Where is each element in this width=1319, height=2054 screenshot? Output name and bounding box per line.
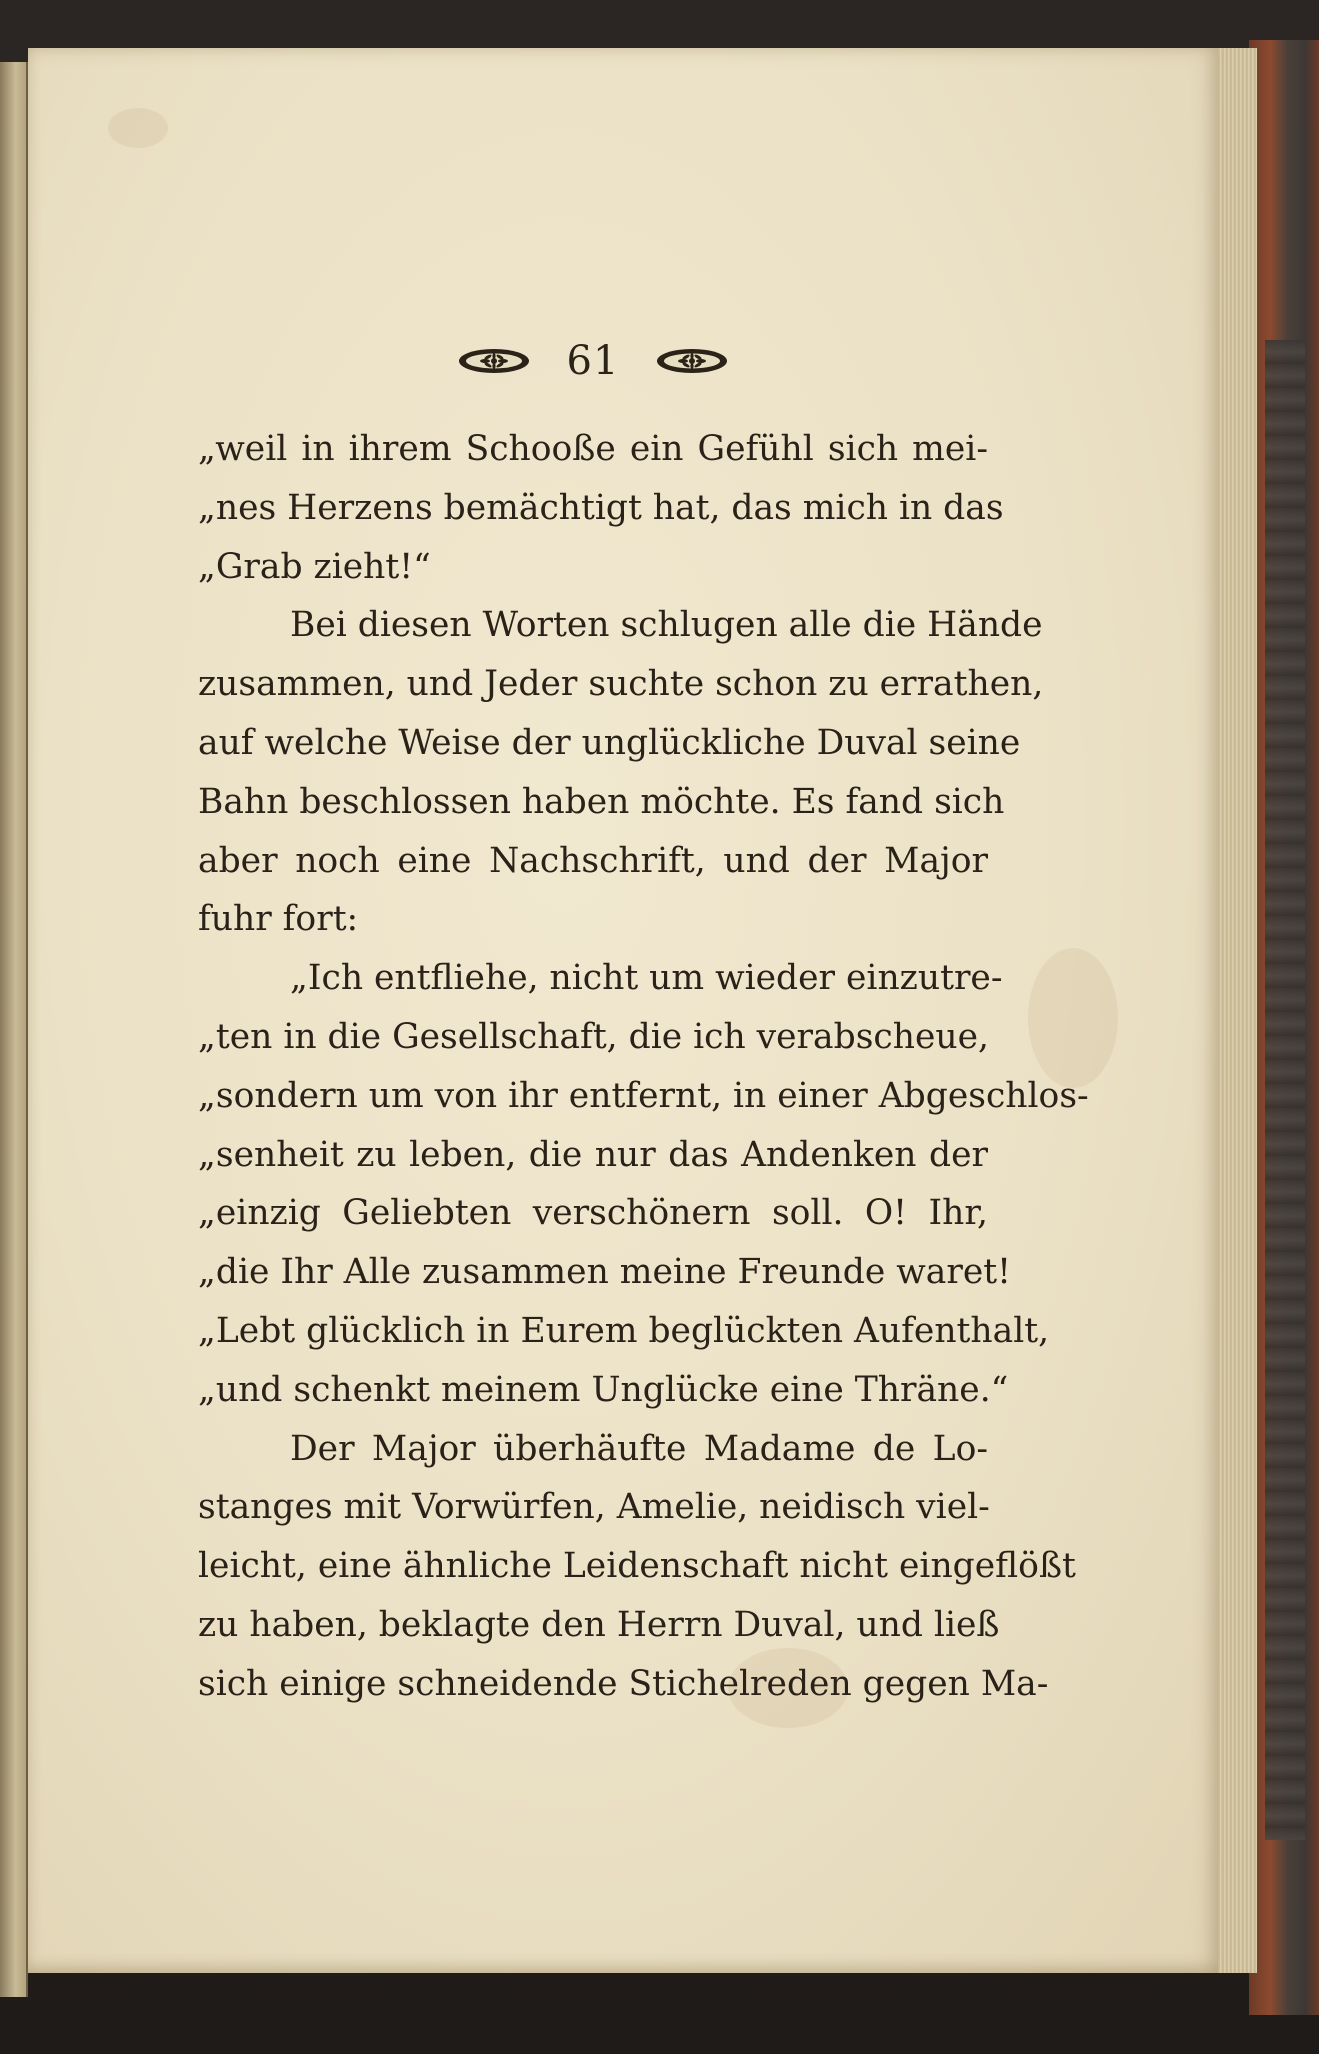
text-line: „sondern um von ihr entfernt, in einer Abgeschlos- xyxy=(198,1075,1089,1116)
text-line: Bei diesen Worten schlugen alle die Hände xyxy=(290,605,1043,646)
facing-page-edge xyxy=(0,62,28,1997)
rosette-ornament-icon xyxy=(457,347,531,375)
text-line: Der Major überhäufte Madame de Lo- xyxy=(290,1428,988,1469)
text-line: „ten in die Gesellschaft, die ich verabscheue, xyxy=(198,1016,989,1057)
text-line: auf welche Weise der unglückliche Duval seine xyxy=(198,722,1021,763)
rosette-ornament-icon xyxy=(655,347,729,375)
text-line: fuhr fort: xyxy=(198,899,359,940)
text-line: „Grab zieht!“ xyxy=(198,546,431,587)
paper-stain xyxy=(108,108,168,148)
text-line: zusammen, und Jeder suchte schon zu errathen, xyxy=(198,664,1044,705)
text-line: „Lebt glücklich in Eurem beglückten Aufenthalt, xyxy=(198,1310,1050,1351)
text-line: „einzig Geliebten verschönern soll. O! Ihr, xyxy=(198,1193,988,1234)
text-line: „weil in ihrem Schooße ein Gefühl sich mei- xyxy=(198,429,988,469)
text-line: „senheit zu leben, die nur das Andenken der xyxy=(198,1134,988,1175)
page-edges xyxy=(1216,48,1257,1973)
text-line: „und schenkt meinem Unglücke eine Thräne.“ xyxy=(198,1369,1009,1410)
text-line: stanges mit Vorwürfen, Amelie, neidisch viel- xyxy=(198,1487,990,1528)
body-text xyxy=(198,420,1089,1714)
text-line: „die Ihr Alle zusammen meine Freunde waret! xyxy=(198,1252,1012,1293)
text-line: sich einige schneidende Stichelreden gegen Ma- xyxy=(198,1663,1049,1704)
text-line: leicht, eine ähnliche Leidenschaft nicht eingeflößt xyxy=(198,1546,1076,1587)
page-number: 61 xyxy=(566,338,620,384)
book-page xyxy=(28,48,1218,1973)
paper-stain xyxy=(1028,948,1118,1088)
text-line: Bahn beschlossen haben möchte. Es fand sich xyxy=(198,781,1005,822)
binding-leather xyxy=(1265,340,1305,1840)
text-line: „Ich entfliehe, nicht um wieder einzutre- xyxy=(290,958,1003,999)
text-line: zu haben, beklagte den Herrn Duval, und ließ xyxy=(198,1604,1000,1645)
text-line: „nes Herzens bemächtigt hat, das mich in das xyxy=(198,487,1004,528)
text-line: aber noch eine Nachschrift, und der Major xyxy=(198,840,988,881)
page-header xyxy=(418,336,768,386)
book-binding xyxy=(1249,40,1319,2015)
